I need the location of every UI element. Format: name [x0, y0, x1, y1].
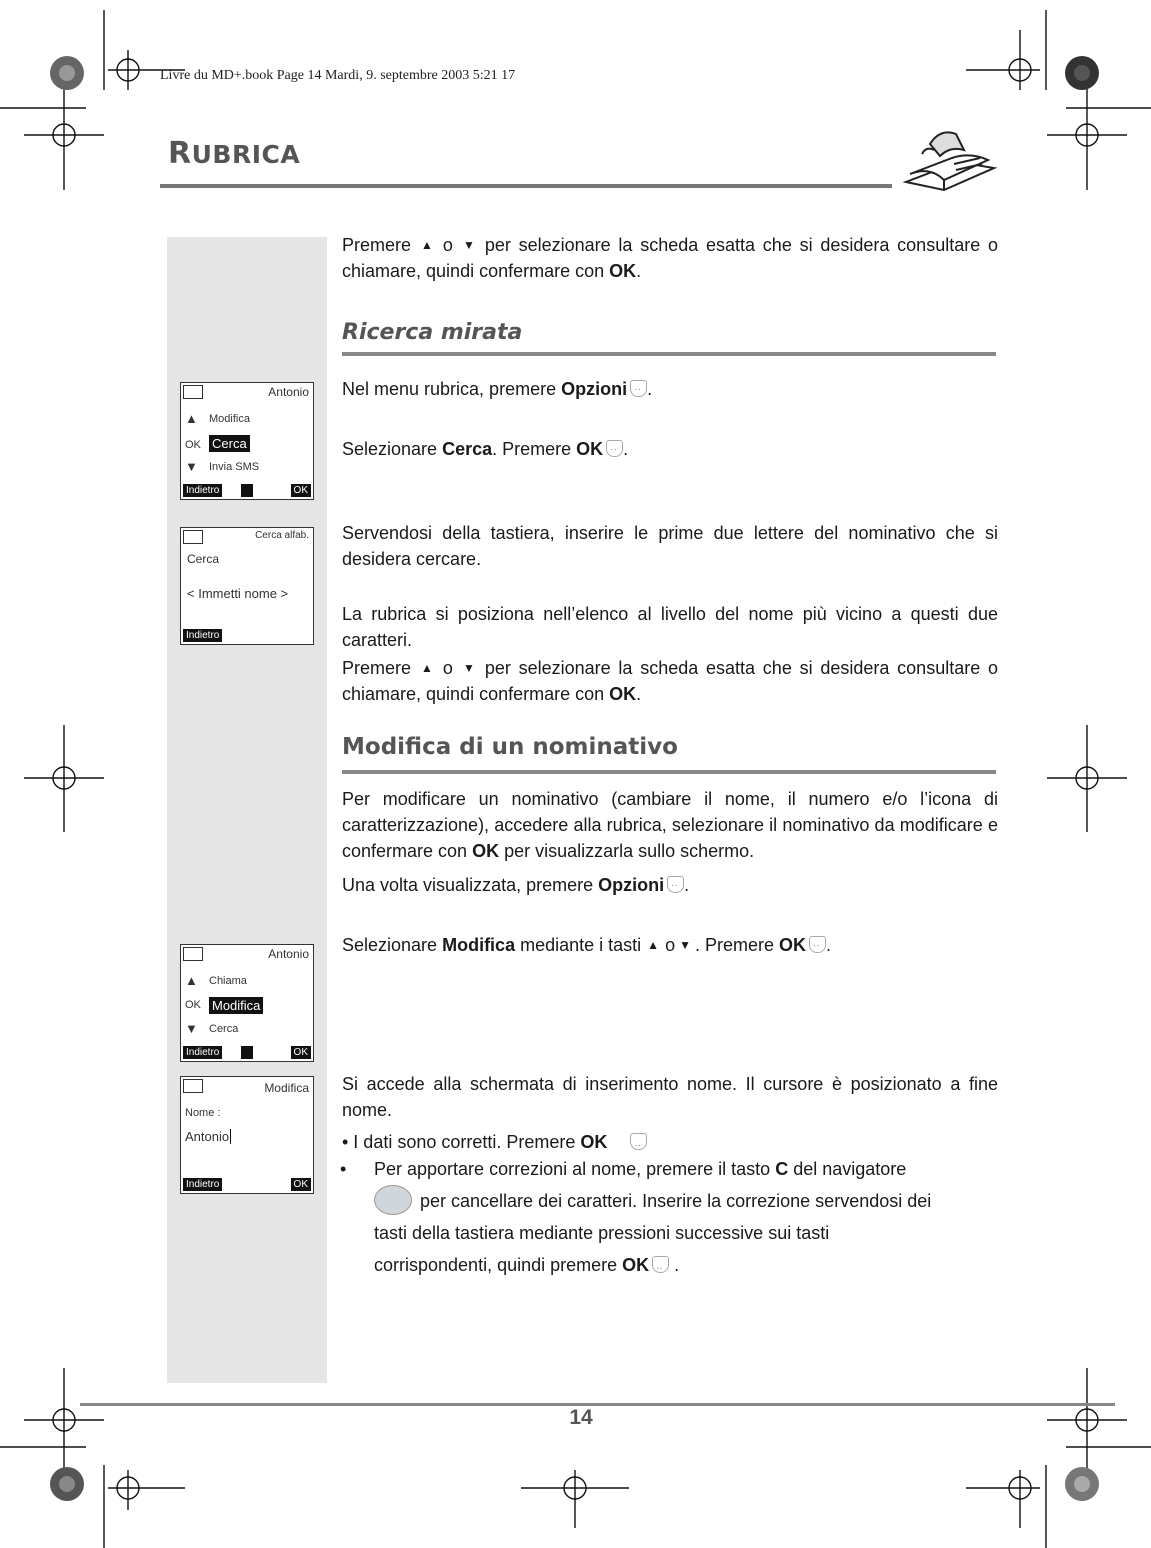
up-arrow-icon: ▲ [185, 411, 198, 426]
phonebook-icon [183, 530, 203, 544]
section-rule [342, 770, 996, 774]
scroll-icon [241, 484, 253, 497]
header-rule [160, 184, 892, 188]
phone-screen-edit-name: Modifica Nome : Antonio Indietro OK [180, 1076, 314, 1194]
up-arrow-icon: ▲ [185, 973, 198, 988]
step-tastiera: Servendosi della tastiera, inserire le prime due lettere del nominativo che si desidera cercare. [342, 523, 998, 569]
softkey-icon [667, 876, 684, 893]
up-arrow-icon: ▲ [421, 661, 433, 675]
page-title: RUBRICA [168, 136, 301, 171]
phonebook-icon [183, 385, 203, 399]
paragraph-modifica: Per modificare un nominativo (cambiare il nome, il numero e/o l’icona di caratterizzazione), accedere alla rubrica, selezionare il nominativo da modificare e confermare con OK per visualizzarla sullo schermo. [342, 789, 998, 861]
section-rule [342, 352, 996, 356]
down-arrow-icon: ▼ [462, 238, 475, 252]
scroll-icon [241, 1046, 253, 1059]
step-premere: Premere ▲ o ▼ per selezionare la scheda esatta che si desidera consultare o chiamare, quindi confermare con OK. [342, 655, 998, 707]
paragraph-inserimento: Si accede alla schermata di inserimento nome. Il cursore è posizionato a fine nome. [342, 1074, 998, 1120]
softkey-icon [630, 1133, 647, 1150]
softkey-icon [652, 1256, 669, 1273]
phone-screen-search: Cerca alfab. Cerca < Immetti nome > Indietro [180, 527, 314, 645]
intro-paragraph: Premere ▲ o ▼ per selezionare la scheda esatta che si desidera consultare o chiamare, quindi confermare con OK. [342, 232, 998, 284]
down-arrow-icon: ▼ [679, 938, 691, 952]
phonebook-icon [183, 1079, 203, 1093]
bullet-corretti: • I dati sono corretti. Premere OK ·· [342, 1126, 1002, 1158]
up-arrow-icon: ▲ [647, 938, 660, 952]
running-header: Livre du MD+.book Page 14 Mardi, 9. septembre 2003 5:21 17 [160, 68, 516, 83]
step-cerca: Selezionare Cerca. Premere OK·· . [342, 436, 998, 462]
up-arrow-icon: ▲ [421, 238, 433, 252]
step-opzioni: Nel menu rubrica, premere Opzioni·· . [342, 376, 998, 402]
section-heading-ricerca: Ricerca mirata [342, 320, 523, 345]
down-arrow-icon: ▼ [185, 1021, 198, 1036]
step-posiziona: La rubrica si posiziona nell’elenco al livello del nome più vicino a questi due caratteri. [342, 604, 998, 650]
softkey-icon [606, 440, 623, 457]
paragraph-opzioni: Una volta visualizzata, premere Opzioni·· . [342, 872, 998, 898]
phone-screen-options-cerca: Antonio ▲ Modifica OK Cerca ▼ Invia SMS Indietro OK [180, 382, 314, 500]
book-icon [900, 124, 1000, 200]
paragraph-selezionare: Selezionare Modifica mediante i tasti ▲ o ▼ . Premere OK·· . [342, 932, 998, 958]
down-arrow-icon: ▼ [185, 459, 198, 474]
bullet-correzioni: • Per apportare correzioni al nome, premere il tasto C del navigatore per cancellare dei caratteri. Inserire la correzione servendosi dei tasti della tastiera mediante pressioni successive sui tasti corrispondenti, quindi premere OK·· . [342, 1153, 1002, 1281]
softkey-icon [630, 380, 647, 397]
phone-screen-options-modifica: Antonio ▲ Chiama OK Modifica ▼ Cerca Indietro OK [180, 944, 314, 1062]
softkey-icon [809, 936, 826, 953]
section-heading-modifica: Modifica di un nominativo [342, 734, 678, 760]
phonebook-icon [183, 947, 203, 961]
page-number: 14 [569, 1406, 593, 1429]
down-arrow-icon: ▼ [462, 661, 475, 675]
navigator-icon [374, 1185, 412, 1215]
